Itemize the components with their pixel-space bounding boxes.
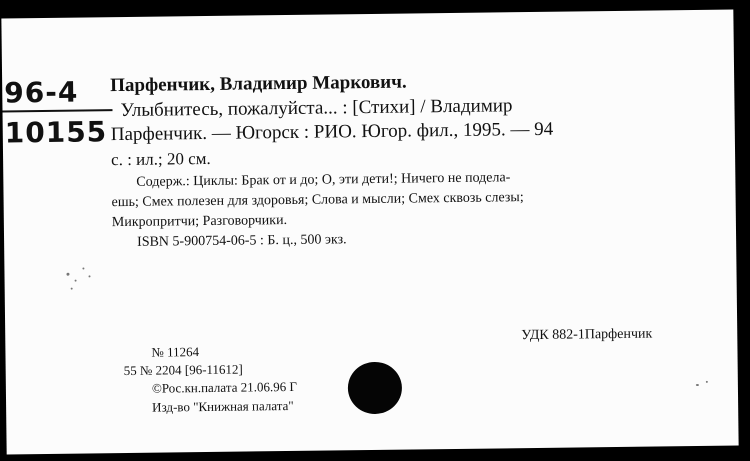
scan-speck — [75, 280, 77, 282]
imprint-line: Парфенчик. — Югорск : РИО. Югор. фил., 1995. — 94 — [110, 118, 554, 146]
scan-speck — [71, 288, 73, 290]
udk-code: УДК 882-1Парфенчик — [521, 326, 653, 344]
extent-line: с. : ил.; 20 см. — [110, 148, 211, 170]
handwritten-number-top: 96-4 — [4, 75, 79, 110]
handwritten-number-bottom: 10155 — [4, 115, 108, 150]
title-line: Улыбнитесь, пожалуйста... : [Стихи] / Владимир — [120, 95, 513, 122]
registry-number-1: № 11264 — [151, 344, 200, 360]
handwritten-underline — [2, 109, 112, 112]
scan-speck — [706, 381, 708, 383]
scan-speck — [82, 267, 84, 269]
scan-speck — [89, 275, 91, 277]
contents-line-1: Содерж.: Циклы: Брак от и до; О, эти дети!; Ничего не подела- — [136, 170, 511, 190]
contents-line-3: Микропритчи; Разговорчики. — [111, 213, 288, 231]
ink-blot — [348, 362, 403, 415]
scan-speck — [66, 273, 69, 276]
contents-line-2: ешь; Смех полезен для здоровья; Слова и мысли; Смех сквозь слезы; — [111, 190, 524, 211]
registry-number-2: 55 № 2204 [96-11612] — [123, 361, 243, 379]
scan-speck — [696, 384, 699, 386]
author-heading: Парфенчик, Владимир Маркович. — [110, 71, 407, 97]
chamber-stamp: ©Рос.кн.палата 21.06.96 Г — [151, 378, 298, 396]
publisher-line: Изд-во "Книжная палата" — [152, 397, 294, 415]
isbn-line: ISBN 5-900754-06-5 : Б. ц., 500 экз. — [137, 232, 347, 250]
catalog-card — [1, 10, 738, 455]
